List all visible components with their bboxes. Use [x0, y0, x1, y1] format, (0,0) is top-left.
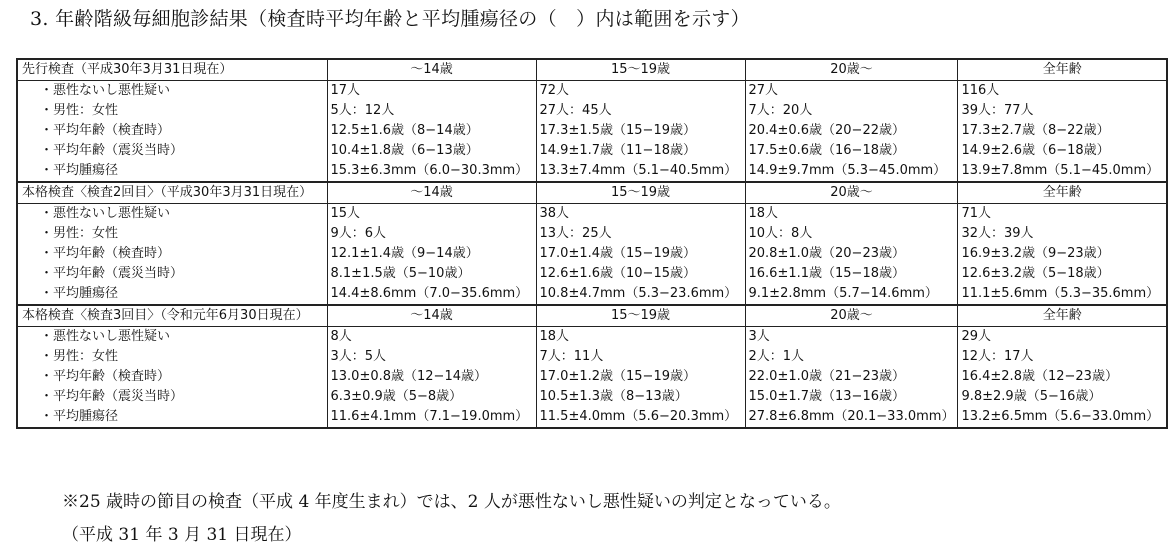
- table-cell: 9.8±2.9歳（5−16歳）: [958, 387, 1167, 407]
- section-title: 先行検査（平成30年3月31日現在）: [17, 59, 327, 81]
- table-cell: 12人：17人: [958, 347, 1167, 367]
- table-row: [17, 244, 1167, 264]
- table-row: [17, 121, 1167, 141]
- table-cell: 16.6±1.1歳（15−18歳）: [745, 264, 958, 284]
- table-cell: 14.4±8.6mm（7.0−35.6mm）: [327, 284, 536, 305]
- table-cell: 18人: [536, 327, 745, 348]
- row-label: ・悪性ないし悪性疑い: [17, 81, 327, 102]
- age-group-header: ～14歳: [327, 305, 536, 327]
- table-cell: 8人: [327, 327, 536, 348]
- table-cell: 17.3±2.7歳（8−22歳）: [958, 121, 1167, 141]
- table-row: [17, 204, 1167, 225]
- table-cell: 17.0±1.4歳（15−19歳）: [536, 244, 745, 264]
- table-row: [17, 284, 1167, 305]
- table-cell: 14.9±9.7mm（5.3−45.0mm）: [745, 161, 958, 182]
- table-cell: 10.5±1.3歳（8−13歳）: [536, 387, 745, 407]
- table-cell: 12.1±1.4歳（9−14歳）: [327, 244, 536, 264]
- row-label: ・男性：女性: [17, 101, 327, 121]
- table-row: [17, 407, 1167, 428]
- age-group-header: 20歳～: [745, 59, 958, 81]
- age-group-header: 全年齢: [958, 182, 1167, 204]
- table-cell: 17.5±0.6歳（16−18歳）: [745, 141, 958, 161]
- table-row: [17, 81, 1167, 102]
- cytology-results-table: [16, 58, 1168, 429]
- row-label: ・平均腫瘍径: [17, 161, 327, 182]
- footnote-date: （平成 31 年 3 月 31 日現在）: [62, 525, 302, 545]
- table-cell: 8.1±1.5歳（5−10歳）: [327, 264, 536, 284]
- table-cell: 3人：5人: [327, 347, 536, 367]
- footnote: ※25 歳時の節目の検査（平成 4 年度生まれ）では、2 人が悪性ないし悪性疑いの判定となっている。: [62, 492, 841, 512]
- row-label: ・平均年齢（検査時）: [17, 367, 327, 387]
- row-label: ・男性：女性: [17, 347, 327, 367]
- table-cell: 72人: [536, 81, 745, 102]
- table-cell: 16.9±3.2歳（9−23歳）: [958, 244, 1167, 264]
- age-group-header: 15～19歳: [536, 305, 745, 327]
- table-cell: 7人：11人: [536, 347, 745, 367]
- row-label: ・男性：女性: [17, 224, 327, 244]
- table-cell: 20.8±1.0歳（20−23歳）: [745, 244, 958, 264]
- table-cell: 5人：12人: [327, 101, 536, 121]
- table-cell: 71人: [958, 204, 1167, 225]
- row-label: ・平均腫瘍径: [17, 284, 327, 305]
- table-cell: 38人: [536, 204, 745, 225]
- section-header-row: [17, 182, 1167, 204]
- table-cell: 2人：1人: [745, 347, 958, 367]
- table-cell: 20.4±0.6歳（20−22歳）: [745, 121, 958, 141]
- age-group-header: ～14歳: [327, 182, 536, 204]
- table-cell: 18人: [745, 204, 958, 225]
- age-group-header: 20歳～: [745, 305, 958, 327]
- table-cell: 10.8±4.7mm（5.3−23.6mm）: [536, 284, 745, 305]
- table-cell: 13.2±6.5mm（5.6−33.0mm）: [958, 407, 1167, 428]
- table-cell: 29人: [958, 327, 1167, 348]
- table-row: [17, 367, 1167, 387]
- table-cell: 12.5±1.6歳（8−14歳）: [327, 121, 536, 141]
- table-cell: 16.4±2.8歳（12−23歳）: [958, 367, 1167, 387]
- table-cell: 11.6±4.1mm（7.1−19.0mm）: [327, 407, 536, 428]
- table-cell: 7人：20人: [745, 101, 958, 121]
- table-cell: 27人: [745, 81, 958, 102]
- table-row: [17, 101, 1167, 121]
- table-cell: 10.4±1.8歳（6−13歳）: [327, 141, 536, 161]
- table-cell: 13.9±7.8mm（5.1−45.0mm）: [958, 161, 1167, 182]
- table-cell: 14.9±2.6歳（6−18歳）: [958, 141, 1167, 161]
- row-label: ・平均腫瘍径: [17, 407, 327, 428]
- table-row: [17, 327, 1167, 348]
- table-cell: 14.9±1.7歳（11−18歳）: [536, 141, 745, 161]
- row-label: ・平均年齢（検査時）: [17, 244, 327, 264]
- table-cell: 17.0±1.2歳（15−19歳）: [536, 367, 745, 387]
- table-cell: 13.0±0.8歳（12−14歳）: [327, 367, 536, 387]
- page-title: 3. 年齢階級毎細胞診結果（検査時平均年齢と平均腫瘍径の（ ）内は範囲を示す）: [30, 8, 750, 30]
- table-cell: 15.0±1.7歳（13−16歳）: [745, 387, 958, 407]
- row-label: ・平均年齢（震災当時）: [17, 264, 327, 284]
- age-group-header: 全年齢: [958, 59, 1167, 81]
- table-row: [17, 387, 1167, 407]
- table-cell: 15人: [327, 204, 536, 225]
- table-cell: 6.3±0.9歳（5−8歳）: [327, 387, 536, 407]
- row-label: ・平均年齢（検査時）: [17, 121, 327, 141]
- table-row: [17, 141, 1167, 161]
- row-label: ・平均年齢（震災当時）: [17, 387, 327, 407]
- table-cell: 13人：25人: [536, 224, 745, 244]
- table-row: [17, 347, 1167, 367]
- table-cell: 12.6±3.2歳（5−18歳）: [958, 264, 1167, 284]
- table-cell: 9.1±2.8mm（5.7−14.6mm）: [745, 284, 958, 305]
- table-cell: 3人: [745, 327, 958, 348]
- age-group-header: 全年齢: [958, 305, 1167, 327]
- table-cell: 17人: [327, 81, 536, 102]
- row-label: ・悪性ないし悪性疑い: [17, 327, 327, 348]
- table-row: [17, 224, 1167, 244]
- table-cell: 27.8±6.8mm（20.1−33.0mm）: [745, 407, 958, 428]
- table-cell: 32人：39人: [958, 224, 1167, 244]
- age-group-header: 15～19歳: [536, 182, 745, 204]
- section-header-row: [17, 59, 1167, 81]
- age-group-header: 15～19歳: [536, 59, 745, 81]
- age-group-header: 20歳～: [745, 182, 958, 204]
- table-cell: 10人：8人: [745, 224, 958, 244]
- table-cell: 22.0±1.0歳（21−23歳）: [745, 367, 958, 387]
- table-cell: 12.6±1.6歳（10−15歳）: [536, 264, 745, 284]
- table-row: [17, 161, 1167, 182]
- table-cell: 13.3±7.4mm（5.1−40.5mm）: [536, 161, 745, 182]
- table-cell: 9人：6人: [327, 224, 536, 244]
- row-label: ・悪性ないし悪性疑い: [17, 204, 327, 225]
- table-row: [17, 264, 1167, 284]
- row-label: ・平均年齢（震災当時）: [17, 141, 327, 161]
- table-cell: 116人: [958, 81, 1167, 102]
- table-body: [17, 59, 1167, 428]
- section-title: 本格検査〈検査3回目〉（令和元年6月30日現在）: [17, 305, 327, 327]
- section-header-row: [17, 305, 1167, 327]
- section-title: 本格検査〈検査2回目〉（平成30年3月31日現在）: [17, 182, 327, 204]
- table-cell: 15.3±6.3mm（6.0−30.3mm）: [327, 161, 536, 182]
- table-cell: 11.5±4.0mm（5.6−20.3mm）: [536, 407, 745, 428]
- table-cell: 39人：77人: [958, 101, 1167, 121]
- table-cell: 27人：45人: [536, 101, 745, 121]
- age-group-header: ～14歳: [327, 59, 536, 81]
- table-cell: 17.3±1.5歳（15−19歳）: [536, 121, 745, 141]
- table-cell: 11.1±5.6mm（5.3−35.6mm）: [958, 284, 1167, 305]
